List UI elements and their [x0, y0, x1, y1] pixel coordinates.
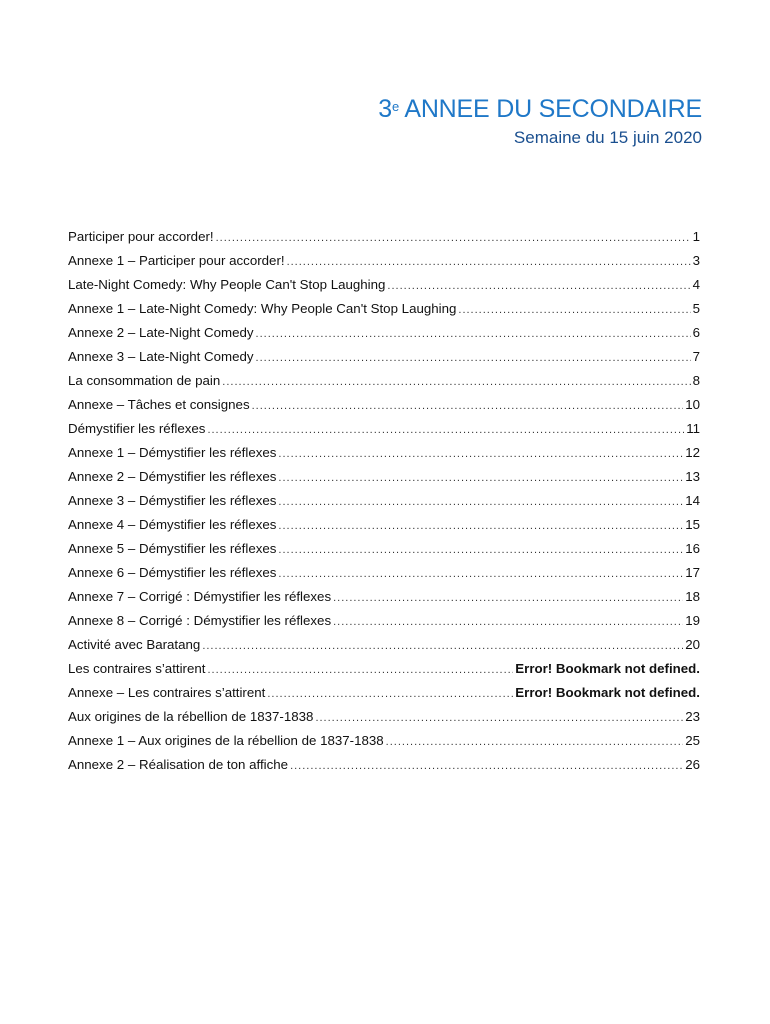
- toc-entry-label: Late-Night Comedy: Why People Can't Stop Laughing: [68, 277, 386, 292]
- toc-entry[interactable]: [68, 373, 700, 397]
- toc-entry-label: Annexe 1 – Late-Night Comedy: Why People Can't Stop Laughing: [68, 301, 457, 316]
- toc-entry-label: Annexe 5 – Démystifier les réflexes: [68, 541, 277, 556]
- toc-entry-label: Annexe 1 – Participer pour accorder!: [68, 253, 285, 268]
- toc-entry[interactable]: [68, 565, 700, 589]
- toc-entry-label: Annexe 3 – Démystifier les réflexes: [68, 493, 277, 508]
- toc-entry[interactable]: [68, 421, 700, 445]
- toc-entry[interactable]: [68, 517, 700, 541]
- toc-entry[interactable]: [68, 637, 700, 661]
- toc-dot-leader: [333, 616, 683, 628]
- toc-dot-leader: [216, 232, 691, 244]
- toc-dot-leader: [278, 496, 683, 508]
- toc-entry-page-number: 12: [685, 445, 700, 460]
- toc-entry-label: Annexe 2 – Late-Night Comedy: [68, 325, 254, 340]
- toc-entry[interactable]: [68, 469, 700, 493]
- toc-entry-page-number: Error! Bookmark not defined.: [515, 661, 700, 676]
- toc-dot-leader: [252, 400, 684, 412]
- title-text: ANNEE DU SECONDAIRE: [398, 95, 702, 123]
- toc-entry-page-number: 1: [692, 229, 700, 244]
- toc-entry-label: Annexe 1 – Aux origines de la rébellion de 1837-1838: [68, 733, 384, 748]
- toc-entry-page-number: 6: [692, 325, 700, 340]
- toc-dot-leader: [256, 328, 691, 340]
- toc-entry-label: Annexe 2 – Démystifier les réflexes: [68, 469, 277, 484]
- toc-entry[interactable]: [68, 445, 700, 469]
- toc-dot-leader: [207, 424, 684, 436]
- title-superscript: e: [391, 99, 399, 114]
- toc-entry-label: Annexe 4 – Démystifier les réflexes: [68, 517, 277, 532]
- toc-dot-leader: [387, 280, 690, 292]
- toc-entry-label: Annexe 7 – Corrigé : Démystifier les réflexes: [68, 589, 332, 604]
- toc-dot-leader: [207, 664, 513, 676]
- toc-entry-page-number: 26: [685, 757, 700, 772]
- toc-entry-page-number: 11: [686, 421, 700, 436]
- toc-entry-page-number: 15: [685, 517, 700, 532]
- toc-entry[interactable]: [68, 661, 700, 685]
- title-number: 3: [378, 95, 392, 123]
- toc-entry-label: Annexe – Tâches et consignes: [68, 397, 250, 412]
- page-subtitle: Semaine du 15 juin 2020: [513, 128, 702, 147]
- document-header: [378, 94, 702, 150]
- toc-entry[interactable]: [68, 397, 700, 421]
- toc-entry-label: Annexe 6 – Démystifier les réflexes: [68, 565, 277, 580]
- toc-entry[interactable]: [68, 301, 700, 325]
- toc-dot-leader: [278, 544, 683, 556]
- toc-entry-page-number: 23: [685, 709, 700, 724]
- table-of-contents: [68, 229, 700, 781]
- toc-entry-page-number: 16: [685, 541, 700, 556]
- toc-entry-page-number: 20: [685, 637, 700, 652]
- toc-entry-page-number: 8: [692, 373, 700, 388]
- toc-dot-leader: [256, 352, 691, 364]
- toc-entry-label: Les contraires s’attirent: [68, 661, 206, 676]
- toc-dot-leader: [267, 688, 513, 700]
- toc-entry-page-number: 3: [692, 253, 700, 268]
- toc-entry-page-number: 10: [685, 397, 700, 412]
- toc-entry-label: Activité avec Baratang: [68, 637, 201, 652]
- page-title: [378, 94, 702, 124]
- toc-entry-page-number: 14: [685, 493, 700, 508]
- toc-entry[interactable]: [68, 229, 700, 253]
- toc-entry-label: La consommation de pain: [68, 373, 221, 388]
- toc-dot-leader: [222, 376, 690, 388]
- toc-entry-label: Annexe 3 – Late-Night Comedy: [68, 349, 254, 364]
- toc-entry[interactable]: [68, 277, 700, 301]
- toc-dot-leader: [278, 472, 683, 484]
- toc-dot-leader: [278, 568, 683, 580]
- toc-entry[interactable]: [68, 709, 700, 733]
- toc-entry[interactable]: [68, 685, 700, 709]
- toc-entry-page-number: 7: [692, 349, 700, 364]
- toc-entry[interactable]: [68, 613, 700, 637]
- toc-entry-label: Annexe – Les contraires s’attirent: [68, 685, 266, 700]
- toc-entry-page-number: 4: [692, 277, 700, 292]
- toc-entry-label: Annexe 1 – Démystifier les réflexes: [68, 445, 277, 460]
- toc-entry[interactable]: [68, 325, 700, 349]
- toc-entry-page-number: 5: [692, 301, 700, 316]
- toc-dot-leader: [386, 736, 684, 748]
- toc-dot-leader: [278, 448, 683, 460]
- toc-entry-label: Aux origines de la rébellion de 1837-1838: [68, 709, 314, 724]
- toc-entry[interactable]: [68, 757, 700, 781]
- toc-entry-page-number: 13: [685, 469, 700, 484]
- toc-entry-label: Participer pour accorder!: [68, 229, 214, 244]
- toc-entry-label: Démystifier les réflexes: [68, 421, 206, 436]
- toc-entry-page-number: Error! Bookmark not defined.: [515, 685, 700, 700]
- toc-dot-leader: [290, 760, 683, 772]
- toc-entry-label: Annexe 2 – Réalisation de ton affiche: [68, 757, 289, 772]
- toc-entry-page-number: 19: [685, 613, 700, 628]
- toc-entry[interactable]: [68, 541, 700, 565]
- toc-entry[interactable]: [68, 733, 700, 757]
- toc-entry[interactable]: [68, 349, 700, 373]
- toc-dot-leader: [333, 592, 683, 604]
- toc-dot-leader: [278, 520, 683, 532]
- toc-dot-leader: [458, 304, 690, 316]
- toc-dot-leader: [287, 256, 691, 268]
- toc-entry[interactable]: [68, 493, 700, 517]
- toc-entry-page-number: 17: [685, 565, 700, 580]
- toc-entry[interactable]: [68, 589, 700, 613]
- toc-entry[interactable]: [68, 253, 700, 277]
- toc-entry-label: Annexe 8 – Corrigé : Démystifier les réflexes: [68, 613, 332, 628]
- toc-dot-leader: [202, 640, 683, 652]
- toc-entry-page-number: 25: [685, 733, 700, 748]
- toc-dot-leader: [315, 712, 683, 724]
- toc-entry-page-number: 18: [685, 589, 700, 604]
